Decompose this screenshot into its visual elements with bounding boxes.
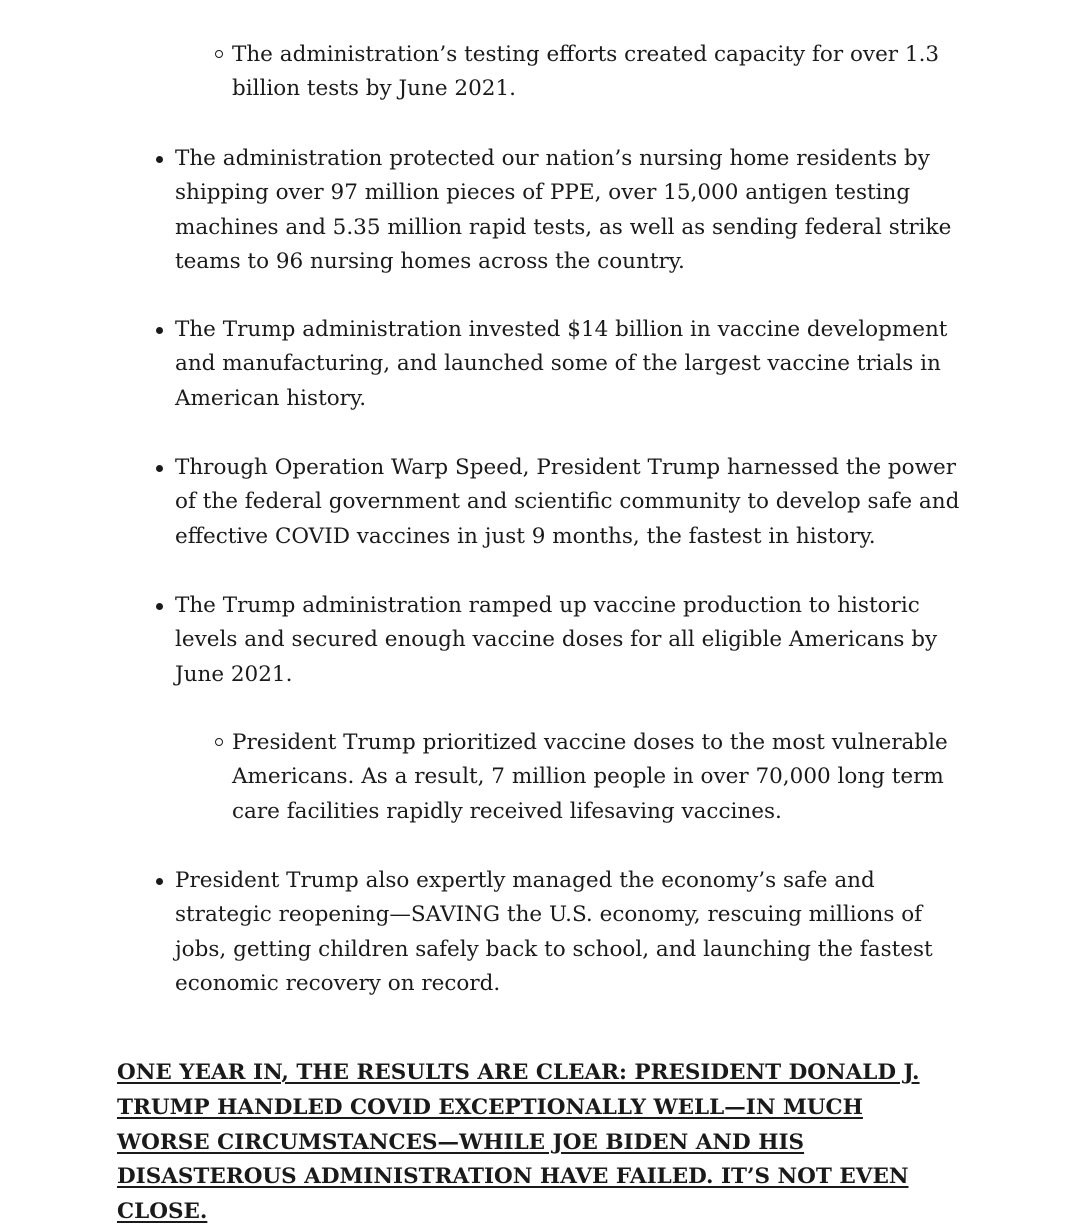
disc-bullet-icon — [156, 603, 163, 610]
list-item-text: The administration’s testing efforts created capacity for over 1.3 billion tests by June 2021. — [232, 42, 940, 102]
list-item — [175, 142, 965, 280]
list-item — [232, 38, 952, 107]
disc-bullet-icon — [156, 465, 163, 472]
list-item-text: The administration protected our nation’s nursing home residents by shipping over 97 million pieces of PPE, over 15,000 antigen testing machines and 5.35 million rapid tests, as well as sending federal strike teams to 96 nursing homes across the country. — [175, 146, 952, 275]
list-item — [175, 451, 965, 554]
list-item-text: Through Operation Warp Speed, President Trump harnessed the power of the federal government and scientific community to develop safe and effective COVID vaccines in just 9 months, the fastest in history. — [175, 455, 960, 549]
list-item — [175, 589, 965, 692]
list-item — [175, 864, 965, 1002]
list-item — [175, 313, 965, 416]
list-item-text: President Trump also expertly managed the economy’s safe and strategic reopening—SAVING the U.S. economy, rescuing millions of jobs, getting children safely back to school, and launching the fastest economic recovery on record. — [175, 868, 933, 997]
section-heading: ONE YEAR IN, THE RESULTS ARE CLEAR: PRESIDENT DONALD J. TRUMP HANDLED COVID EXCEPTIONALLY WELL—IN MUCH WORSE CIRCUMSTANCES—WHILE JOE BIDEN AND HIS DISASTEROUS ADMINISTRATION HAVE FAILED. IT’S NOT EVEN CLOSE. — [117, 1060, 920, 1225]
list-item — [232, 726, 952, 829]
list-item-text: President Trump prioritized vaccine doses to the most vulnerable Americans. As a result, 7 million people in over 70,000 long term care facilities rapidly received lifesaving vaccines. — [232, 730, 948, 824]
circle-bullet-icon — [215, 738, 223, 746]
circle-bullet-icon — [215, 50, 223, 58]
disc-bullet-icon — [156, 878, 163, 885]
disc-bullet-icon — [156, 327, 163, 334]
list-item-text: The Trump administration invested $14 billion in vaccine development and manufacturing, and launched some of the largest vaccine trials in American history. — [175, 317, 948, 411]
disc-bullet-icon — [156, 156, 163, 163]
list-item-text: The Trump administration ramped up vaccine production to historic levels and secured enough vaccine doses for all eligible Americans by June 2021. — [175, 593, 938, 687]
